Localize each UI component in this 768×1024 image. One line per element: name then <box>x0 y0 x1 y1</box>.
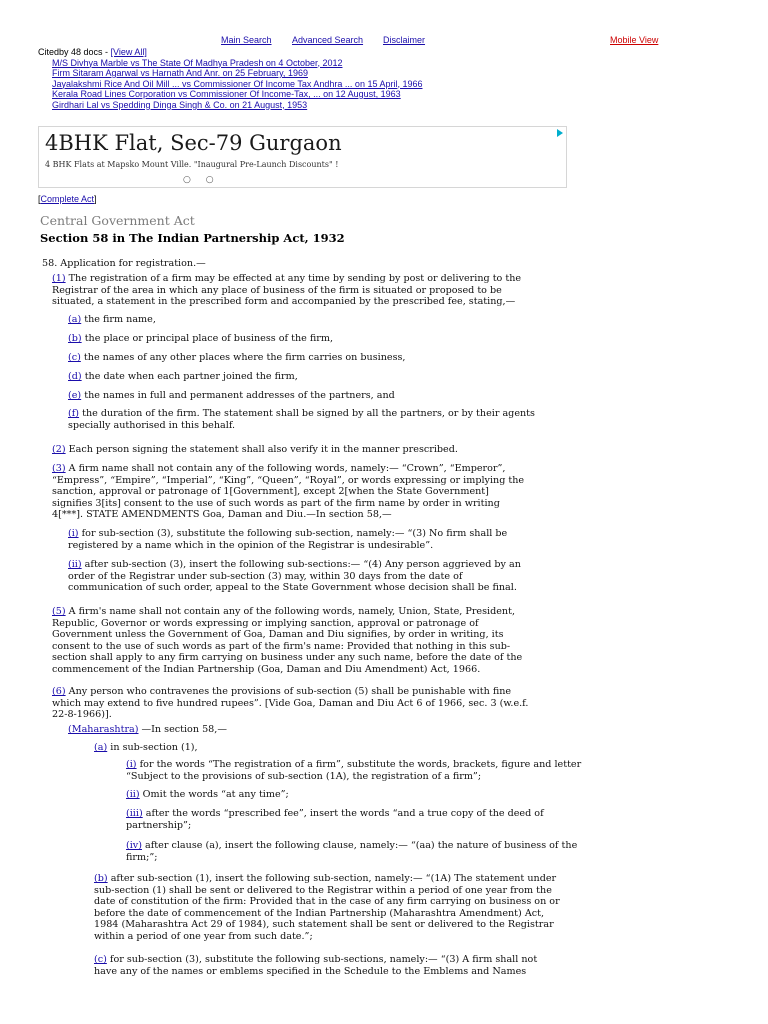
goa-amendment-ii <box>68 559 628 594</box>
text-line <box>94 931 594 943</box>
text-line <box>52 296 572 308</box>
text-line <box>94 954 654 966</box>
provision-text: date of constitution of the firm: Provided that in the case of any firm carrying on business on or <box>94 896 560 907</box>
text-line <box>52 686 612 698</box>
provision-text: “Subject to the provisions of sub-section (1A), the registration of a firm”; <box>126 770 482 782</box>
provision-text: sanction, approval or patronage of 1[Government], except 2[when the State Government] <box>52 486 489 497</box>
adchoices-icon[interactable] <box>557 129 563 137</box>
text-line <box>94 742 654 754</box>
provision-text: after sub-section (3), insert the following sub-sections:— “(4) Any person aggrieved by an <box>81 559 521 570</box>
text-line <box>68 540 628 552</box>
citedby-label: Citedby 48 docs - <box>38 47 111 57</box>
provision-link[interactable]: (ii) <box>68 559 82 570</box>
maharashtra-clause-b <box>94 873 594 942</box>
provision-link[interactable]: (d) <box>68 371 82 382</box>
complete-act-row <box>38 194 97 204</box>
citedby-item[interactable]: Girdhari Lal vs Spedding Dinga Singh & Co. on 21 August, 1953 <box>52 99 308 110</box>
main-search-link[interactable]: Main Search <box>221 35 272 45</box>
clause-c <box>68 352 628 364</box>
provision-text: A firm's name shall not contain any of the following words, namely, Union, State, President, <box>65 606 516 617</box>
text-line <box>52 509 612 521</box>
clause-d <box>68 371 628 383</box>
goa-amendment-i <box>68 528 628 551</box>
text-line <box>68 314 628 326</box>
text-line <box>52 498 612 510</box>
text-line <box>52 629 612 641</box>
text-line <box>68 724 628 736</box>
provision-text: for the words “The registration of a firm”, substitute the words, brackets, figure and letter <box>136 759 582 770</box>
provision-text: before the date of commencement of the Indian Partnership (Maharashtra Amendment) Act, <box>94 907 545 919</box>
disclaimer-link[interactable]: Disclaimer <box>383 35 426 45</box>
provision-text: the place or principal place of business of the firm, <box>81 333 334 344</box>
text-line <box>52 709 612 721</box>
text-line <box>68 408 628 420</box>
text-line <box>52 273 572 285</box>
text-line <box>52 664 612 676</box>
provision-link[interactable]: (b) <box>94 873 108 884</box>
text-line <box>94 919 594 931</box>
provision-text: consent to the use of such words as part of the firm's name: Provided that nothing in this sub- <box>52 640 511 652</box>
provision-text: Republic, Governor or words expressing or implying sanction, approval or patronage of <box>52 617 479 629</box>
ad-title[interactable]: 4BHK Flat, Sec-79 Gurgaon <box>45 131 342 155</box>
provision-text: the duration of the firm. The statement shall be signed by all the partners, or by their agents <box>79 408 535 419</box>
text-line <box>52 606 612 618</box>
provision-text: Registrar of the area in which any place of business of the firm is situated or proposed to be <box>52 284 502 296</box>
provision-link[interactable]: (2) <box>52 444 66 455</box>
provision-text: registered by a name which in the opinion of the Registrar is undesirable”. <box>68 539 434 551</box>
provision-link[interactable]: (i) <box>126 759 137 770</box>
provision-text: have any of the names or emblems specified in the Schedule to the Emblems and Names <box>94 965 527 977</box>
provision-text: “Empress”, “Empire”, “Imperial”, “King”, “Queen”, “Royal”, or words expressing or implying the <box>52 474 525 486</box>
text-line <box>68 352 628 364</box>
text-line <box>94 966 654 978</box>
provision-text: 1984 (Maharashtra Act 29 of 1984), such statement shall be sent or delivered to the Registrar <box>94 919 554 930</box>
provision-text: the names in full and permanent addresses of the partners, and <box>81 390 395 401</box>
text-line <box>68 582 628 594</box>
citedby-item[interactable]: M/S Divhya Marble vs The State Of Madhya Pradesh on 4 October, 2012 <box>52 57 343 68</box>
provision-link[interactable]: (e) <box>68 390 82 401</box>
text-line <box>126 808 686 820</box>
bracket-close: ] <box>94 194 97 204</box>
provision-text: specially authorised in this behalf. <box>68 419 236 431</box>
provision-link[interactable]: (Maharashtra) <box>68 724 139 735</box>
provision-text: firm;”; <box>126 851 158 863</box>
provision-text: A firm name shall not contain any of the following words, namely:— “Crown”, “Emperor”, <box>65 463 506 474</box>
provision-link[interactable]: (c) <box>94 954 107 965</box>
text-line <box>68 371 628 383</box>
subsection-6 <box>52 686 612 721</box>
subsection-2 <box>52 444 612 456</box>
provision-text: sub-section (1) shall be sent or delivered to the Registrar within a period of one year from the <box>94 884 552 896</box>
view-all-link[interactable]: [View All] <box>110 47 147 57</box>
provision-text: Government unless the Government of Goa, Daman and Diu signifies, by order in writing, its <box>52 629 504 640</box>
provision-text: —In section 58,— <box>138 724 227 735</box>
maharashtra-a-iii <box>126 808 686 831</box>
provision-link[interactable]: (3) <box>52 463 66 474</box>
provision-link[interactable]: (a) <box>94 742 108 753</box>
provision-text: after sub-section (1), insert the following sub-section, namely:— “(1A) The statement under <box>107 873 557 884</box>
act-type: Central Government Act <box>40 213 195 228</box>
text-line <box>52 641 612 653</box>
provision-link[interactable]: (c) <box>68 352 81 363</box>
clause-f <box>68 408 628 431</box>
provision-link[interactable]: (5) <box>52 606 66 617</box>
provision-text: Omit the words “at any time”; <box>139 789 289 800</box>
provision-text: for sub-section (3), substitute the following sub-section, namely:— “(3) No firm shall be <box>78 528 508 539</box>
provision-text: 22-8-1966)]. <box>52 709 112 720</box>
maharashtra-clause-a <box>94 742 654 754</box>
section-title: Section 58 in The Indian Partnership Act, 1932 <box>40 231 345 245</box>
text-line <box>126 820 686 832</box>
citedby-item[interactable]: Jayalakshmi Rice And Oil Mill ... vs Commissioner Of Income Tax Andhra ... on 15 April, 1966 <box>52 78 423 89</box>
provision-text: in sub-section (1), <box>107 742 198 753</box>
provision-text: the names of any other places where the firm carries on business, <box>80 352 406 363</box>
provision-text: the date when each partner joined the firm, <box>81 371 298 382</box>
provision-text: 4[***]. STATE AMENDMENTS Goa, Daman and Diu.—In section 58,— <box>52 509 392 520</box>
provision-text: after the words “prescribed fee”, insert the words “and a true copy of the deed of <box>142 808 544 819</box>
text-line <box>94 908 594 920</box>
citedby-section <box>38 47 738 110</box>
provision-link[interactable]: (ii) <box>126 789 140 800</box>
provision-link[interactable]: (iii) <box>126 808 143 819</box>
provision-text: for sub-section (3), substitute the following sub-sections, namely:— “(3) A firm shall not <box>106 954 538 965</box>
text-line <box>68 390 628 402</box>
text-line <box>126 759 606 771</box>
maharashtra-a-ii <box>126 789 686 801</box>
maharashtra-clause-c <box>94 954 654 977</box>
maharashtra-amendment <box>68 724 628 736</box>
text-line <box>94 896 594 908</box>
maharashtra-a-i <box>126 759 606 782</box>
provision-link[interactable]: (a) <box>68 314 82 325</box>
text-line <box>68 420 628 432</box>
citedby-item[interactable]: Firm Sitaram Agarwal vs Harnath And Anr. on 25 February, 1969 <box>52 68 308 78</box>
text-line <box>52 475 612 487</box>
text-line <box>126 771 606 783</box>
clause-b <box>68 333 628 345</box>
maharashtra-a-iv <box>126 840 686 863</box>
provision-text: which may extend to five hundred rupees”. [Vide Goa, Daman and Diu Act 6 of 1966, sec. 3 (w.e.f. <box>52 697 529 709</box>
provision-text: order of the Registrar under sub-section (3) may, within 30 days from the date of <box>68 570 463 582</box>
text-line <box>52 444 612 456</box>
text-line <box>126 789 686 801</box>
provision-text: signifies 3[its] consent to the use of such words as part of the firm name by order in writing <box>52 497 500 509</box>
provision-text: situated, a statement in the prescribed form and accompanied by the prescribed fee, stating,— <box>52 296 516 307</box>
provision-link[interactable]: (1) <box>52 273 66 284</box>
provision-text: commencement of the Indian Partnership (Goa, Daman and Diu Amendment) Act, 1966. <box>52 663 481 675</box>
text-line <box>68 559 628 571</box>
clause-e <box>68 390 628 402</box>
complete-act-link[interactable]: Complete Act <box>40 194 95 204</box>
text-line <box>94 885 594 897</box>
text-line <box>126 852 686 864</box>
text-line <box>52 285 572 297</box>
mobile-view-link[interactable]: Mobile View <box>610 35 659 45</box>
text-line <box>126 840 686 852</box>
section-heading: 58. Application for registration.— <box>42 258 206 269</box>
provision-text: The registration of a firm may be effected at any time by sending by post or delivering to the <box>65 273 522 284</box>
provision-text: communication of such order, appeal to the State Government whose decision shall be final. <box>68 582 517 593</box>
advanced-search-link[interactable]: Advanced Search <box>292 35 364 45</box>
ad-banner[interactable] <box>38 126 567 188</box>
provision-text: after clause (a), insert the following clause, namely:— “(aa) the nature of business of the <box>141 840 578 851</box>
provision-text: partnership”; <box>126 819 192 831</box>
citedby-item[interactable]: Kerala Road Lines Corporation vs Commissioner Of Income-Tax, ... on 12 August, 1963 <box>52 89 401 99</box>
provision-link[interactable]: (f) <box>68 408 80 419</box>
provision-text: within a period of one year from such date.”; <box>94 930 313 942</box>
text-line <box>94 873 594 885</box>
provision-text: section shall apply to any firm carrying on business under any such name, before the date of the <box>52 652 523 663</box>
provision-link[interactable]: (i) <box>68 528 79 539</box>
subsection-5 <box>52 606 612 675</box>
text-line <box>52 463 612 475</box>
ad-description: 4 BHK Flats at Mapsko Mount Ville. "Inaugural Pre-Launch Discounts" ! <box>45 160 339 169</box>
text-line <box>52 486 612 498</box>
provision-link[interactable]: (iv) <box>126 840 142 851</box>
provision-link[interactable]: (6) <box>52 686 66 697</box>
provision-link[interactable]: (b) <box>68 333 82 344</box>
text-line <box>68 571 628 583</box>
text-line <box>52 618 612 630</box>
provision-text: Each person signing the statement shall also verify it in the manner prescribed. <box>65 444 458 455</box>
bracket-open: [ <box>38 194 41 204</box>
subsection-3 <box>52 463 612 521</box>
text-line <box>52 652 612 664</box>
provision-text: the firm name, <box>81 314 156 325</box>
text-line <box>68 333 628 345</box>
text-line <box>52 698 612 710</box>
subsection-1 <box>52 273 572 308</box>
citedby-header <box>38 47 738 58</box>
text-line <box>68 528 628 540</box>
clause-a <box>68 314 628 326</box>
ad-carousel-dots[interactable]: ○ ○ <box>183 175 220 185</box>
provision-text: Any person who contravenes the provisions of sub-section (5) shall be punishable with fine <box>65 686 512 697</box>
